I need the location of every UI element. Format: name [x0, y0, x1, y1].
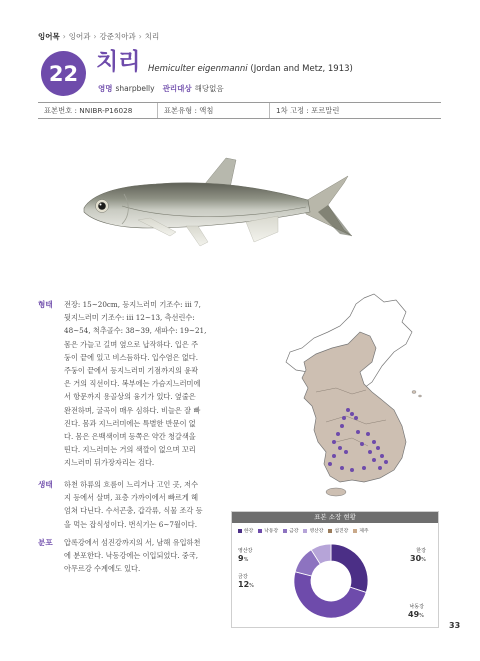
donut-label-name: 낙동강	[409, 604, 424, 610]
donut-label-unit: %	[419, 613, 424, 619]
form-line: 몸은 가늘고 길며 옆으로 납작하다. 입은 주	[64, 339, 199, 349]
form-label: 형태	[38, 300, 53, 309]
ecology-line: 엄쳐 다닌다. 수서곤충, 갑각류, 식물 조각 등	[64, 506, 203, 516]
breadcrumb-family: 잉어과	[68, 32, 91, 41]
donut-label-name: 한강	[416, 548, 426, 554]
legend-label: 섬진강	[334, 529, 349, 534]
legend-item	[238, 527, 253, 534]
species-korean-name: 치리	[96, 49, 141, 75]
stats-donut-chart	[276, 536, 386, 626]
donut-label-geum	[238, 574, 254, 590]
stats-title: 표본 소장 현황	[232, 512, 438, 523]
legend-swatch	[238, 529, 242, 533]
legend-swatch	[258, 529, 262, 533]
donut-label-nakdong	[408, 604, 424, 620]
legend-item	[353, 527, 368, 534]
donut-label-value: 49	[408, 610, 420, 619]
legend-swatch	[328, 529, 332, 533]
management-label: 관리대상	[162, 84, 192, 93]
ecology-line: 지 등에서 살며, 표층 가까이에서 빠르게 헤	[64, 493, 199, 503]
ecology-line: 을 먹는 잡식성이다. 번식기는 6~7월이다.	[64, 519, 198, 529]
distribution-label: 분포	[38, 538, 53, 547]
donut-label-unit: %	[243, 557, 249, 563]
legend-label: 영산강	[309, 529, 324, 534]
stats-legend	[232, 523, 438, 534]
form-line: 다. 몸은 은백색이며 등쪽은 약간 청갈색을	[64, 432, 196, 442]
form-line: 주둥이 끝에서 등지느러미 기점까지의 윤곽	[64, 366, 199, 376]
form-line: 완전하며, 굴곡이 매우 심하다. 비늘은 잘 빠	[64, 405, 201, 415]
breadcrumb-current: 치리	[144, 32, 160, 41]
ecology-label: 생태	[38, 480, 53, 489]
legend-label: 제주	[359, 529, 369, 534]
breadcrumb-separator: ›	[93, 32, 97, 41]
donut-label-value: 12	[238, 580, 250, 589]
form-line: 뒷지느러미 기조수: iii 12~13, 측선린수:	[64, 313, 195, 323]
form-text	[64, 298, 240, 470]
form-line: 지느러미 뒤가장자리는 검다.	[64, 458, 155, 468]
donut-label-yeongsan	[238, 548, 253, 564]
form-line: 띤다. 지느러미는 거의 색깔이 없으며 꼬리	[64, 445, 196, 455]
distribution-map	[256, 292, 436, 502]
donut-label-name: 영산강	[238, 548, 253, 554]
donut-label-value: 9	[238, 554, 244, 563]
ecology-line: 하천 하류의 흐름이 느리거나 고인 곳, 저수	[64, 480, 199, 489]
specimen-stats-panel	[231, 511, 439, 628]
english-name-value: sharpbelly	[115, 84, 155, 93]
legend-swatch	[353, 529, 357, 533]
breadcrumb-separator: ›	[138, 32, 142, 41]
english-name-label: 영명	[98, 84, 113, 93]
species-number-badge: 22	[41, 51, 86, 96]
page-number: 33	[449, 621, 461, 630]
breadcrumb-subfamily: 강준치아과	[99, 32, 136, 41]
legend-item	[303, 527, 323, 534]
specimen-type: 표본유형 : 액침	[158, 103, 270, 118]
map-island	[412, 391, 416, 394]
breadcrumb-order: 잉어목	[38, 32, 60, 41]
form-line: 서 항문까지 용골상의 융기가 있다. 옆줄은	[64, 392, 196, 402]
form-line: 전장: 15~20cm, 등지느러미 기조수: iii 7,	[64, 300, 201, 309]
legend-item	[283, 527, 298, 534]
map-island	[419, 395, 422, 397]
legend-label: 낙동강	[264, 529, 279, 534]
form-line: 둥이 끝에 있고 비스듬하다. 입수염은 없다.	[64, 352, 199, 362]
fish-photo	[78, 150, 362, 250]
donut-label-han	[410, 548, 426, 564]
species-meta	[98, 83, 224, 94]
map-island	[326, 488, 346, 496]
species-scientific-name	[148, 64, 353, 74]
donut-label-unit: %	[249, 583, 254, 589]
legend-swatch	[303, 529, 307, 533]
donut-label-value: 30	[410, 554, 422, 563]
ecology-text	[64, 478, 240, 531]
legend-label: 한강	[244, 529, 254, 534]
donut-label-unit: %	[421, 557, 426, 563]
form-line: 48~54, 척추골수: 38~39, 새파수: 19~21,	[64, 326, 207, 336]
legend-item	[258, 527, 278, 534]
specimen-fixation: 1차 고정 : 포르말린	[276, 106, 340, 115]
distribution-text	[64, 536, 240, 576]
legend-swatch	[283, 529, 287, 533]
breadcrumb	[38, 31, 159, 42]
specimen-number: 표본번호 : NNIBR-P16028	[38, 103, 158, 118]
legend-label: 금강	[289, 529, 299, 534]
donut-slice	[331, 544, 368, 592]
form-line: 진다. 몸과 지느러미에는 특별한 반문이 없	[64, 418, 196, 428]
distribution-line: 아무르강 수계에도 있다.	[64, 564, 141, 574]
legend-item	[328, 527, 348, 534]
specimen-info-row	[38, 102, 441, 119]
scientific-authority: (Jordan and Metz, 1913)	[247, 64, 353, 74]
donut-label-name: 금강	[238, 574, 248, 580]
form-line: 은 거의 직선이다. 복부에는 가슴지느러미에	[64, 379, 201, 389]
distribution-line: 에 분포한다. 낙동강에는 이입되었다. 중국,	[64, 551, 199, 561]
distribution-line: 압록강에서 섬진강까지의 서, 남해 유입하천	[64, 538, 201, 547]
scientific-name-italic: Hemiculter eigenmanni	[148, 64, 248, 74]
breadcrumb-separator: ›	[62, 32, 66, 41]
management-value: 해당없음	[194, 84, 224, 93]
